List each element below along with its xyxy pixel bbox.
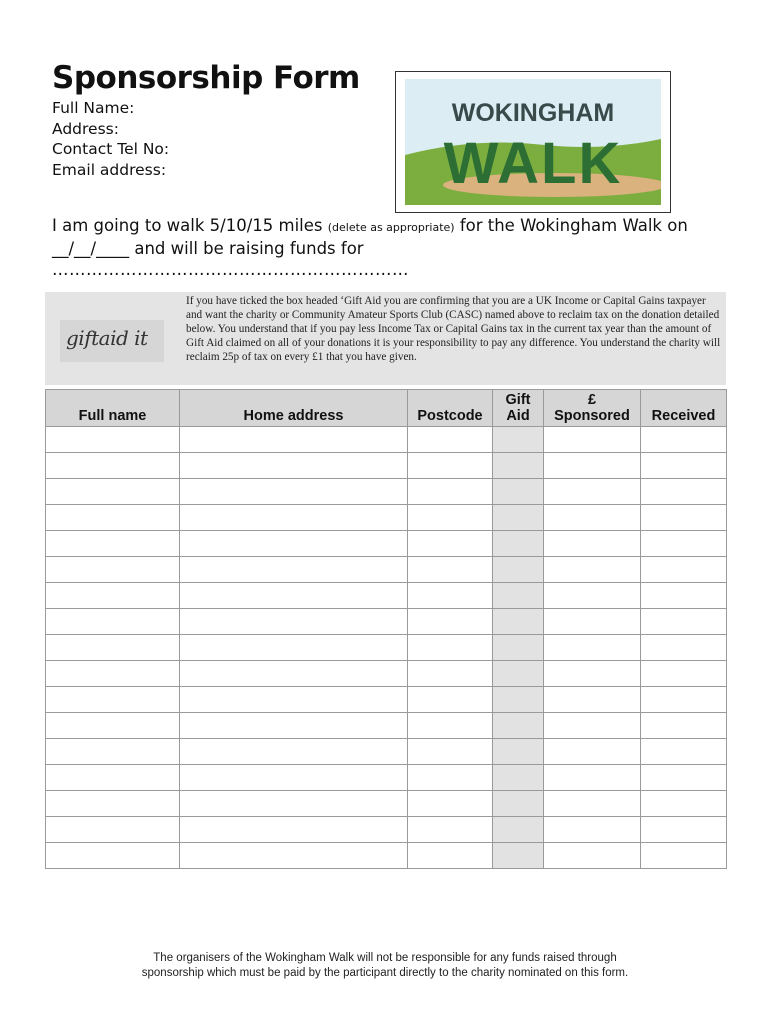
home-address-cell[interactable] xyxy=(180,713,408,739)
pledge-statement xyxy=(52,215,732,280)
table-row xyxy=(46,661,727,687)
header-sponsored: £ Sponsored xyxy=(544,390,641,427)
home-address-cell[interactable] xyxy=(180,453,408,479)
postcode-cell[interactable] xyxy=(408,817,493,843)
gift-aid-cell[interactable] xyxy=(493,791,544,817)
gift-aid-cell[interactable] xyxy=(493,687,544,713)
postcode-cell[interactable] xyxy=(408,713,493,739)
table-row xyxy=(46,531,727,557)
full-name-cell[interactable] xyxy=(46,765,180,791)
full-name-cell[interactable] xyxy=(46,531,180,557)
postcode-cell[interactable] xyxy=(408,661,493,687)
sponsored-cell[interactable] xyxy=(544,687,641,713)
gift-aid-cell[interactable] xyxy=(493,713,544,739)
table-row xyxy=(46,687,727,713)
logo-graphic xyxy=(405,79,661,205)
postcode-cell[interactable] xyxy=(408,427,493,453)
sponsored-cell[interactable] xyxy=(544,557,641,583)
gift-aid-cell[interactable] xyxy=(493,453,544,479)
table-row xyxy=(46,609,727,635)
pledge-text-part2: for the Wokingham Walk on xyxy=(454,216,688,235)
postcode-cell[interactable] xyxy=(408,635,493,661)
home-address-cell[interactable] xyxy=(180,635,408,661)
sponsored-cell[interactable] xyxy=(544,609,641,635)
table-row xyxy=(46,791,727,817)
full-name-cell[interactable] xyxy=(46,661,180,687)
disclaimer-line1: The organisers of the Wokingham Walk will not be responsible for any funds raised through xyxy=(153,952,617,964)
sponsored-cell[interactable] xyxy=(544,635,641,661)
logo-title-text: WOKINGHAM xyxy=(451,99,615,127)
full-name-cell[interactable] xyxy=(46,479,180,505)
received-cell[interactable] xyxy=(641,427,727,453)
full-name-cell[interactable] xyxy=(46,843,180,869)
contact-tel-label: Contact Tel No: xyxy=(52,140,170,158)
home-address-cell[interactable] xyxy=(180,817,408,843)
sponsored-cell[interactable] xyxy=(544,661,641,687)
gift-aid-cell[interactable] xyxy=(493,427,544,453)
postcode-cell[interactable] xyxy=(408,609,493,635)
sponsored-cell[interactable] xyxy=(544,583,641,609)
gift-aid-cell[interactable] xyxy=(493,843,544,869)
full-name-cell[interactable] xyxy=(46,453,180,479)
table-row xyxy=(46,713,727,739)
sponsored-cell[interactable] xyxy=(544,765,641,791)
full-name-cell[interactable] xyxy=(46,609,180,635)
full-name-cell[interactable] xyxy=(46,687,180,713)
table-row xyxy=(46,843,727,869)
sponsor-table xyxy=(45,389,727,869)
received-cell[interactable] xyxy=(641,661,727,687)
received-cell[interactable] xyxy=(641,843,727,869)
full-name-cell[interactable] xyxy=(46,583,180,609)
home-address-cell[interactable] xyxy=(180,791,408,817)
received-cell[interactable] xyxy=(641,687,727,713)
delete-note: (delete as appropriate) xyxy=(327,221,455,234)
disclaimer xyxy=(60,951,710,981)
full-name-cell[interactable] xyxy=(46,427,180,453)
home-address-cell[interactable] xyxy=(180,739,408,765)
gift-aid-cell[interactable] xyxy=(493,479,544,505)
full-name-label: Full Name: xyxy=(52,99,135,117)
full-name-cell[interactable] xyxy=(46,817,180,843)
sponsored-cell[interactable] xyxy=(544,531,641,557)
gift-aid-cell[interactable] xyxy=(493,635,544,661)
home-address-cell[interactable] xyxy=(180,609,408,635)
gift-aid-cell[interactable] xyxy=(493,583,544,609)
table-row xyxy=(46,817,727,843)
postcode-cell[interactable] xyxy=(408,531,493,557)
received-cell[interactable] xyxy=(641,817,727,843)
logo-walk-text: WALK xyxy=(443,131,623,196)
gift-aid-cell[interactable] xyxy=(493,505,544,531)
sponsored-cell[interactable] xyxy=(544,817,641,843)
full-name-cell[interactable] xyxy=(46,791,180,817)
home-address-cell[interactable] xyxy=(180,661,408,687)
received-cell[interactable] xyxy=(641,531,727,557)
sponsored-cell[interactable] xyxy=(544,739,641,765)
gift-aid-cell[interactable] xyxy=(493,739,544,765)
table-row xyxy=(46,583,727,609)
received-cell[interactable] xyxy=(641,635,727,661)
sponsored-cell[interactable] xyxy=(544,479,641,505)
sponsored-cell[interactable] xyxy=(544,453,641,479)
table-row xyxy=(46,453,727,479)
gift-aid-logo-text: giftaid it xyxy=(66,326,148,350)
gift-aid-cell[interactable] xyxy=(493,817,544,843)
table-row xyxy=(46,739,727,765)
received-cell[interactable] xyxy=(641,583,727,609)
table-row xyxy=(46,479,727,505)
gift-aid-cell[interactable] xyxy=(493,557,544,583)
postcode-cell[interactable] xyxy=(408,557,493,583)
received-cell[interactable] xyxy=(641,713,727,739)
home-address-cell[interactable] xyxy=(180,765,408,791)
home-address-cell[interactable] xyxy=(180,505,408,531)
full-name-cell[interactable] xyxy=(46,713,180,739)
table-row xyxy=(46,427,727,453)
sponsored-cell[interactable] xyxy=(544,713,641,739)
gift-aid-declaration: If you have ticked the box headed ‘Gift Aid you are confirming that you are a UK Income or Capital Gains taxpayer and want the charity or Community Amateur Sports Club (CASC) named above to reclaim tax on the donation detailed below. You understand that if you pay less Income Tax or Capital Gains tax in the current tax year than the amount of Gift Aid claimed on all of your donations it is your responsibility to pay any difference. You understand the charity will reclaim 25p of tax on every £1 that you have given. xyxy=(186,295,721,363)
home-address-cell[interactable] xyxy=(180,479,408,505)
received-cell[interactable] xyxy=(641,557,727,583)
gift-aid-cell[interactable] xyxy=(493,661,544,687)
home-address-cell[interactable] xyxy=(180,557,408,583)
header-postcode: Postcode xyxy=(408,390,493,427)
table-row xyxy=(46,557,727,583)
sponsored-cell[interactable] xyxy=(544,505,641,531)
postcode-cell[interactable] xyxy=(408,479,493,505)
participant-fields xyxy=(52,98,169,180)
email-address-label: Email address: xyxy=(52,160,167,179)
received-cell[interactable] xyxy=(641,739,727,765)
home-address-cell[interactable] xyxy=(180,687,408,713)
table-row xyxy=(46,765,727,791)
postcode-cell[interactable] xyxy=(408,687,493,713)
gift-aid-logo xyxy=(60,320,164,362)
disclaimer-line2: sponsorship which must be paid by the participant directly to the charity nominated on this form. xyxy=(141,967,629,979)
gift-aid-cell[interactable] xyxy=(493,531,544,557)
wokingham-walk-logo xyxy=(395,71,671,213)
gift-aid-cell[interactable] xyxy=(493,765,544,791)
received-cell[interactable] xyxy=(641,791,727,817)
full-name-cell[interactable] xyxy=(46,635,180,661)
postcode-cell[interactable] xyxy=(408,843,493,869)
page-title: Sponsorship Form xyxy=(52,60,360,96)
table-row xyxy=(46,505,727,531)
address-label: Address: xyxy=(52,119,119,138)
header-home-address: Home address xyxy=(180,390,408,427)
postcode-cell[interactable] xyxy=(408,505,493,531)
received-cell[interactable] xyxy=(641,453,727,479)
table-row xyxy=(46,635,727,661)
sponsored-cell[interactable] xyxy=(544,843,641,869)
gift-aid-panel xyxy=(45,292,726,385)
home-address-cell[interactable] xyxy=(180,531,408,557)
received-cell[interactable] xyxy=(641,765,727,791)
header-full-name: Full name xyxy=(46,390,180,427)
home-address-cell[interactable] xyxy=(180,427,408,453)
full-name-cell[interactable] xyxy=(46,739,180,765)
date-line[interactable]: __/__/____ and will be raising funds for xyxy=(52,239,364,258)
postcode-cell[interactable] xyxy=(408,791,493,817)
gift-aid-cell[interactable] xyxy=(493,609,544,635)
home-address-cell[interactable] xyxy=(180,843,408,869)
postcode-cell[interactable] xyxy=(408,739,493,765)
received-cell[interactable] xyxy=(641,479,727,505)
full-name-cell[interactable] xyxy=(46,557,180,583)
charity-line[interactable]: ……………………………………………………… xyxy=(52,260,409,279)
header-received: Received xyxy=(641,390,727,427)
pledge-text-part1: I am going to walk 5/10/15 miles xyxy=(52,216,328,235)
postcode-cell[interactable] xyxy=(408,765,493,791)
table-header-row xyxy=(46,390,727,427)
received-cell[interactable] xyxy=(641,505,727,531)
postcode-cell[interactable] xyxy=(408,583,493,609)
sponsored-cell[interactable] xyxy=(544,427,641,453)
home-address-cell[interactable] xyxy=(180,583,408,609)
received-cell[interactable] xyxy=(641,609,727,635)
sponsored-cell[interactable] xyxy=(544,791,641,817)
full-name-cell[interactable] xyxy=(46,505,180,531)
header-gift-aid: Gift Aid xyxy=(493,390,544,427)
postcode-cell[interactable] xyxy=(408,453,493,479)
